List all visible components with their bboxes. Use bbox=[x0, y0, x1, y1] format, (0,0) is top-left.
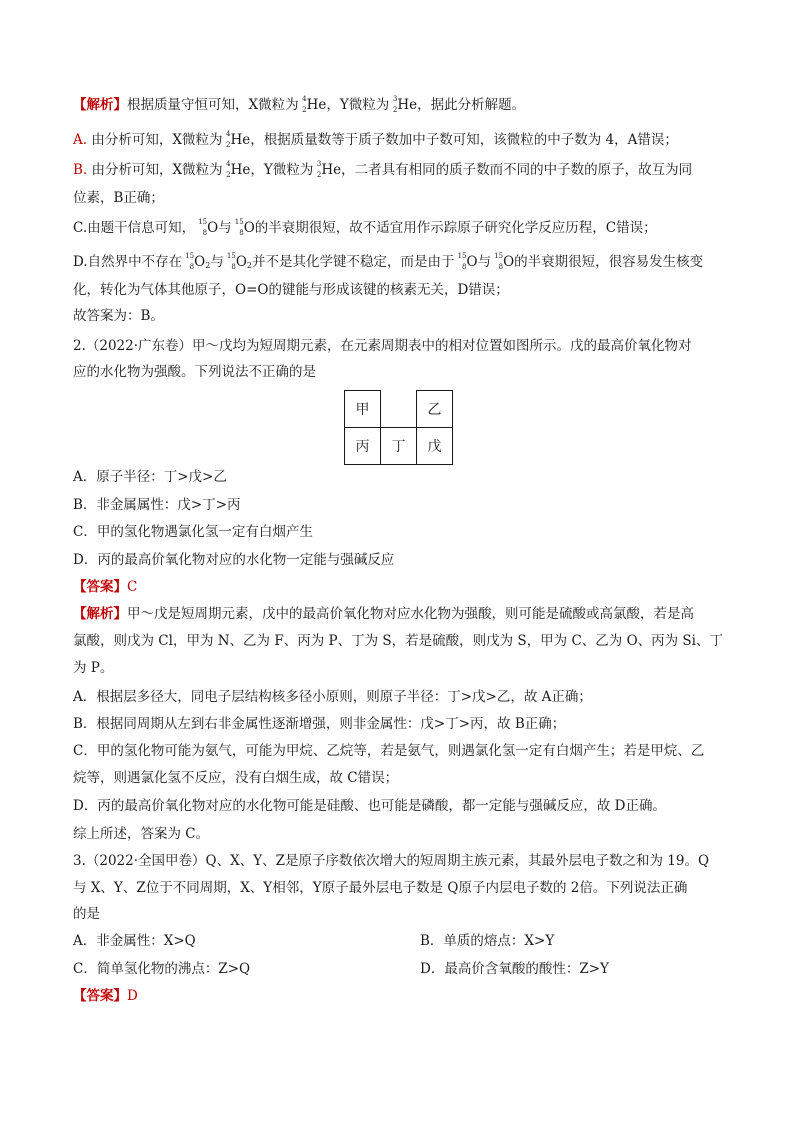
q2-analysis-line: 为 P。 bbox=[73, 660, 114, 676]
q2-stem-line-1: 2.（2022·广东卷）甲～戊均为短周期元素，在元素周期表中的相对位置如图所示。戊的最高价氧化物对 bbox=[73, 338, 692, 354]
q2-option-c: C．甲的氢化物遇氯化氢一定有白烟产生 bbox=[73, 524, 313, 540]
q2-analysis-line: 综上所述，答案为 C。 bbox=[73, 826, 210, 842]
q2-analysis-line: A．根据层多径大，同电子层结构核多径小原则，则原子半径：丁>戊>乙，故 A正确； bbox=[73, 689, 592, 705]
table-cell: 甲 bbox=[345, 391, 381, 428]
isotope-notation: 4 2 bbox=[302, 95, 307, 114]
q1-option-d-analysis-cont: 化，转化为气体其他原子，O=O的键能与形成该键的核素无关，D错误； bbox=[73, 282, 509, 298]
q1-conclusion: 故答案为：B。 bbox=[73, 308, 164, 324]
table-cell-empty bbox=[381, 391, 417, 428]
table-cell: 乙 bbox=[417, 391, 453, 428]
q3-option-c: C．简单氢化物的沸点：Z>Q bbox=[73, 961, 251, 977]
isotope-notation: 3 2 bbox=[392, 95, 398, 114]
q2-stem-line-2: 应的水化物为强酸。下列说法不正确的是 bbox=[73, 364, 316, 380]
q3-option-a: A．非金属性：X>Q bbox=[73, 933, 196, 949]
table-cell: 丁 bbox=[381, 428, 417, 465]
q2-option-a: A．原子半径：丁>戊>乙 bbox=[73, 469, 227, 485]
q3-option-row bbox=[73, 959, 609, 979]
q2-analysis-line: 氯酸，则戊为 Cl，甲为 N、乙为 F、丙为 P、丁为 S，若是硫酸，则戊为 S，甲为 C、乙为 O、丙为 Si、丁 bbox=[73, 633, 723, 649]
q2-answer: 【答案】C bbox=[73, 579, 138, 595]
q1-option-b-analysis: B. 由分析可知，X微粒为 4 2 He，Y微粒为 3 2 He，二者具有相同的质子数而不同的中子数的原子，故互为同 bbox=[73, 160, 693, 179]
q3-option-d: D．最高价含氧酸的酸性：Z>Y bbox=[420, 961, 609, 977]
q1-option-a-analysis: A. 由分析可知，X微粒为 4 2 He，根据质量数等于质子数加中子数可知，该微粒的中子数为 4，A错误； bbox=[73, 130, 678, 149]
analysis-tag: 【解析】 bbox=[73, 97, 127, 113]
q1-option-d-analysis: D.自然界中不存在 15 8 O2与 15 8 O2并不是其化学键不稳定，而是由于 15 8 O与 15 8 O的半衰期很短，很容易发生核变 bbox=[73, 252, 704, 271]
table-cell: 丙 bbox=[345, 428, 381, 465]
q2-option-b: B．非金属属性：戊>丁>丙 bbox=[73, 497, 241, 513]
q3-stem-line-2: 与 X、Y、Z位于不同周期，X、Y相邻，Y原子最外层电子数是 Q原子内层电子数的 2倍。下列说法正确 bbox=[73, 880, 688, 896]
q1-analysis-line: 【解析】根据质量守恒可知，X微粒为 4 2 He，Y微粒为 3 2 He，据此分析解题。 bbox=[73, 95, 526, 114]
analysis-tag: 【解析】 bbox=[73, 606, 127, 622]
table-cell: 戊 bbox=[417, 428, 453, 465]
q3-option-b: B．单质的熔点：X>Y bbox=[420, 933, 555, 949]
q1-option-c-analysis: C.由题干信息可知， 15 8 O与 15 8 O的半衰期很短，故不适宜用作示踪原子研究化学反应历程，C错误； bbox=[73, 218, 657, 237]
q2-analysis-line: D．丙的最高价氧化物对应的水化物可能是硅酸、也可能是磷酸，都一定能与强碱反应，故 D正确。 bbox=[73, 798, 666, 814]
q1-option-b-analysis-cont: 位素，B正确； bbox=[73, 190, 164, 206]
q3-stem-line-3: 的是 bbox=[73, 906, 100, 922]
q3-option-row bbox=[73, 931, 555, 951]
q3-stem-line-1: 3.（2022·全国甲卷）Q、X、Y、Z是原子序数依次增大的短周期主族元素，其最外层电子数之和为 19。Q bbox=[73, 853, 710, 869]
q2-option-d: D．丙的最高价氧化物对应的水化物一定能与强碱反应 bbox=[73, 552, 395, 568]
q3-answer: 【答案】D bbox=[73, 988, 138, 1004]
q2-analysis-line: 【解析】甲～戊是短周期元素，戊中的最高价氧化物对应水化物为强酸，则可能是硫酸或高氯酸，若是高 bbox=[73, 606, 694, 622]
periodic-table-fragment bbox=[344, 390, 453, 465]
q2-analysis-line: C．甲的氢化物可能为氨气，可能为甲烷、乙烷等，若是氨气，则遇氯化氢一定有白烟产生；若是甲烷、乙 bbox=[73, 743, 705, 759]
q2-analysis-line: 烷等，则遇氯化氢不反应，没有白烟生成，故 C错误； bbox=[73, 770, 399, 786]
q2-analysis-line: B．根据同周期从左到右非金属性逐渐增强，则非金属性：戊>丁>丙，故 B正确； bbox=[73, 716, 566, 732]
